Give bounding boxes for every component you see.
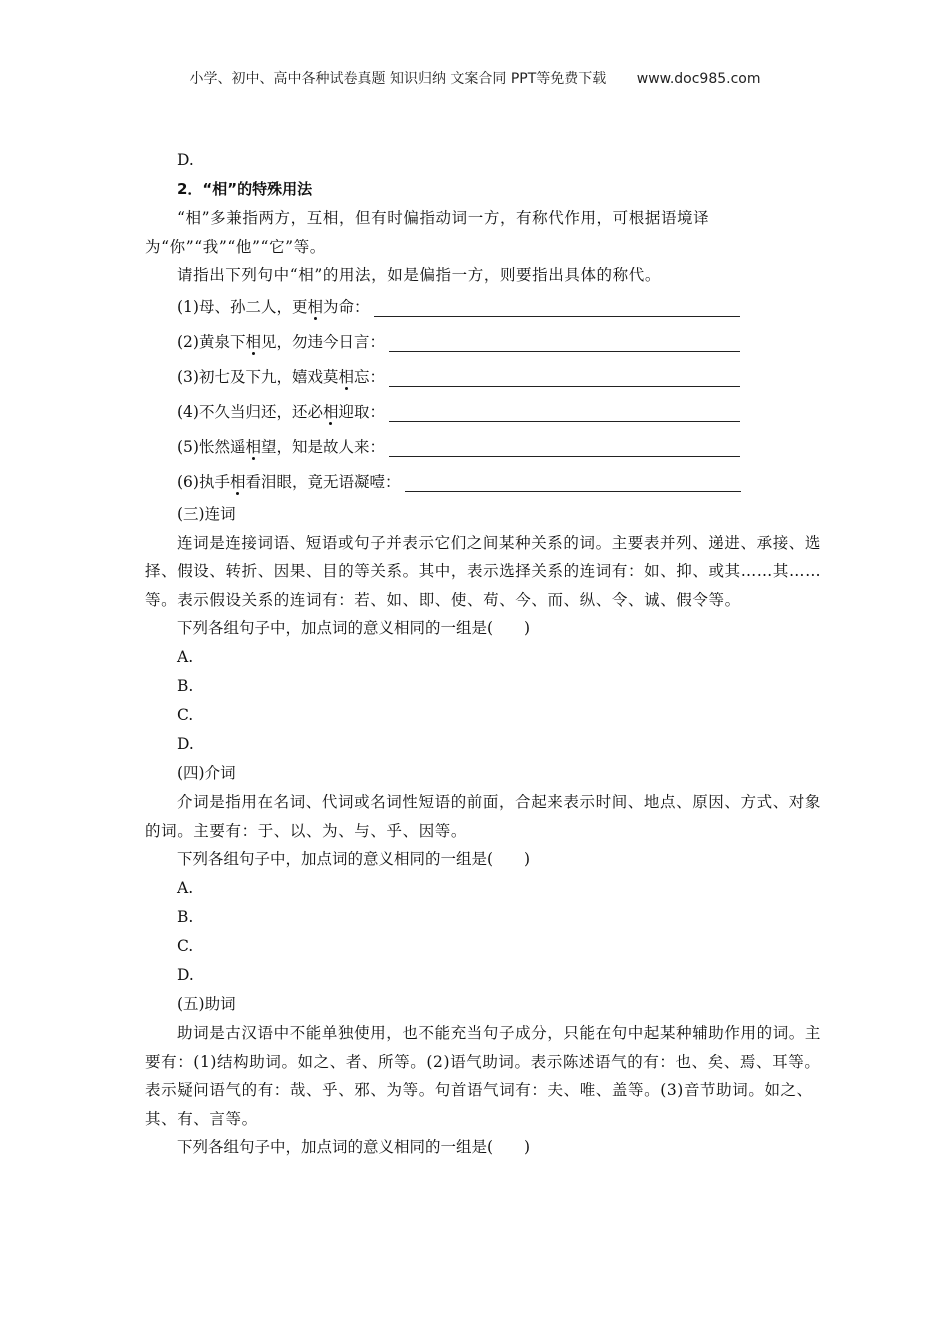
top-option-d: D.: [177, 151, 194, 169]
question-stem: (3)初七及下九，嬉戏莫相忘：: [177, 367, 385, 386]
question-stem: (6)执手相看泪眼，竟无语凝噎：: [177, 472, 401, 491]
emphasis-dot-char: 相: [229, 472, 246, 491]
section-5-title: (五)助词: [177, 995, 236, 1013]
answer-blank[interactable]: [389, 366, 740, 387]
page-header: [0, 68, 950, 88]
question-item: [145, 290, 825, 325]
option-b: B.: [177, 908, 194, 926]
emphasis-dot-char: 相: [245, 332, 261, 351]
answer-blank[interactable]: [389, 331, 740, 352]
answer-blank[interactable]: [389, 401, 740, 422]
section-2-questions: [145, 290, 825, 500]
question-stem: (4)不久当归还，还必相迎取：: [177, 402, 385, 421]
section-3-question: 下列各组句子中，加点词的意义相同的一组是( ): [177, 619, 531, 637]
section-5-desc: 助词是古汉语中不能单独使用，也不能充当句子成分，只能在句中起某种辅助作用的词。主要有：(1)结构助词。如之、者、所等。(2)语气助词。表示陈述语气的有：也、矣、焉、耳等。表示疑问语气的有：哉、乎、邪、为等。句首语气词有：夫、唯、盖等。(3)音节助词。如之、其、有、言等。: [145, 1024, 822, 1128]
answer-blank[interactable]: [389, 436, 740, 457]
question-item: [145, 325, 825, 360]
section-5-question: 下列各组句子中，加点词的意义相同的一组是( ): [177, 1138, 531, 1156]
section-4-desc: 介词是指用在名词、代词或名词性短语的前面，合起来表示时间、地点、原因、方式、对象的词。主要有：于、以、为、与、乎、因等。: [145, 793, 822, 840]
section-2-desc: “相”多兼指两方，互相，但有时偏指动词一方，有称代作用，可根据语境译为“你”“我”“他”“它”等。: [145, 209, 710, 256]
question-stem: (1)母、孙二人，更相为命：: [177, 297, 370, 316]
question-item: [145, 395, 825, 430]
question-item: [145, 465, 825, 500]
emphasis-dot-char: 相: [338, 367, 354, 386]
section-3-title: (三)连词: [177, 504, 236, 523]
emphasis-dot-char: 相: [322, 402, 339, 421]
option-d: D.: [177, 966, 194, 984]
emphasis-dot-char: 相: [245, 437, 261, 456]
emphasis-dot-char: 相: [307, 297, 323, 316]
section-2-instruction: 请指出下列句中“相”的用法，如是偏指一方，则要指出具体的称代。: [177, 266, 661, 284]
option-a: A.: [177, 879, 194, 897]
option-a: A.: [177, 648, 194, 666]
section-3-desc: 连词是连接词语、短语或句子并表示它们之间某种关系的词。主要表并列、递进、承接、选择、假设、转折、因果、目的等关系。其中，表示选择关系的连词有：如、抑、或其……其……等。表示假设关系的连词有：若、如、即、使、苟、今、而、纵、令、诚、假令等。: [145, 533, 822, 609]
question-stem: (5)怅然遥相望，知是故人来：: [177, 437, 385, 456]
section-2-title: 2．“相”的特殊用法: [177, 180, 313, 198]
option-c: C.: [177, 937, 194, 955]
section-4-question: 下列各组句子中，加点词的意义相同的一组是( ): [177, 850, 531, 868]
question-stem: (2)黄泉下相见，勿违今日言：: [177, 332, 385, 351]
answer-blank[interactable]: [405, 471, 741, 492]
header-title: 小学、初中、高中各种试卷真题 知识归纳 文案合同 PPT等免费下载: [189, 71, 607, 87]
answer-blank[interactable]: [374, 296, 740, 317]
document-body: [145, 146, 825, 1162]
question-item: [145, 360, 825, 395]
header-site: www.doc985.com: [636, 71, 761, 87]
option-b: B.: [177, 677, 194, 695]
question-item: [145, 430, 825, 465]
section-4-title: (四)介词: [177, 764, 236, 782]
option-c: C.: [177, 706, 194, 724]
option-d: D.: [177, 735, 194, 753]
